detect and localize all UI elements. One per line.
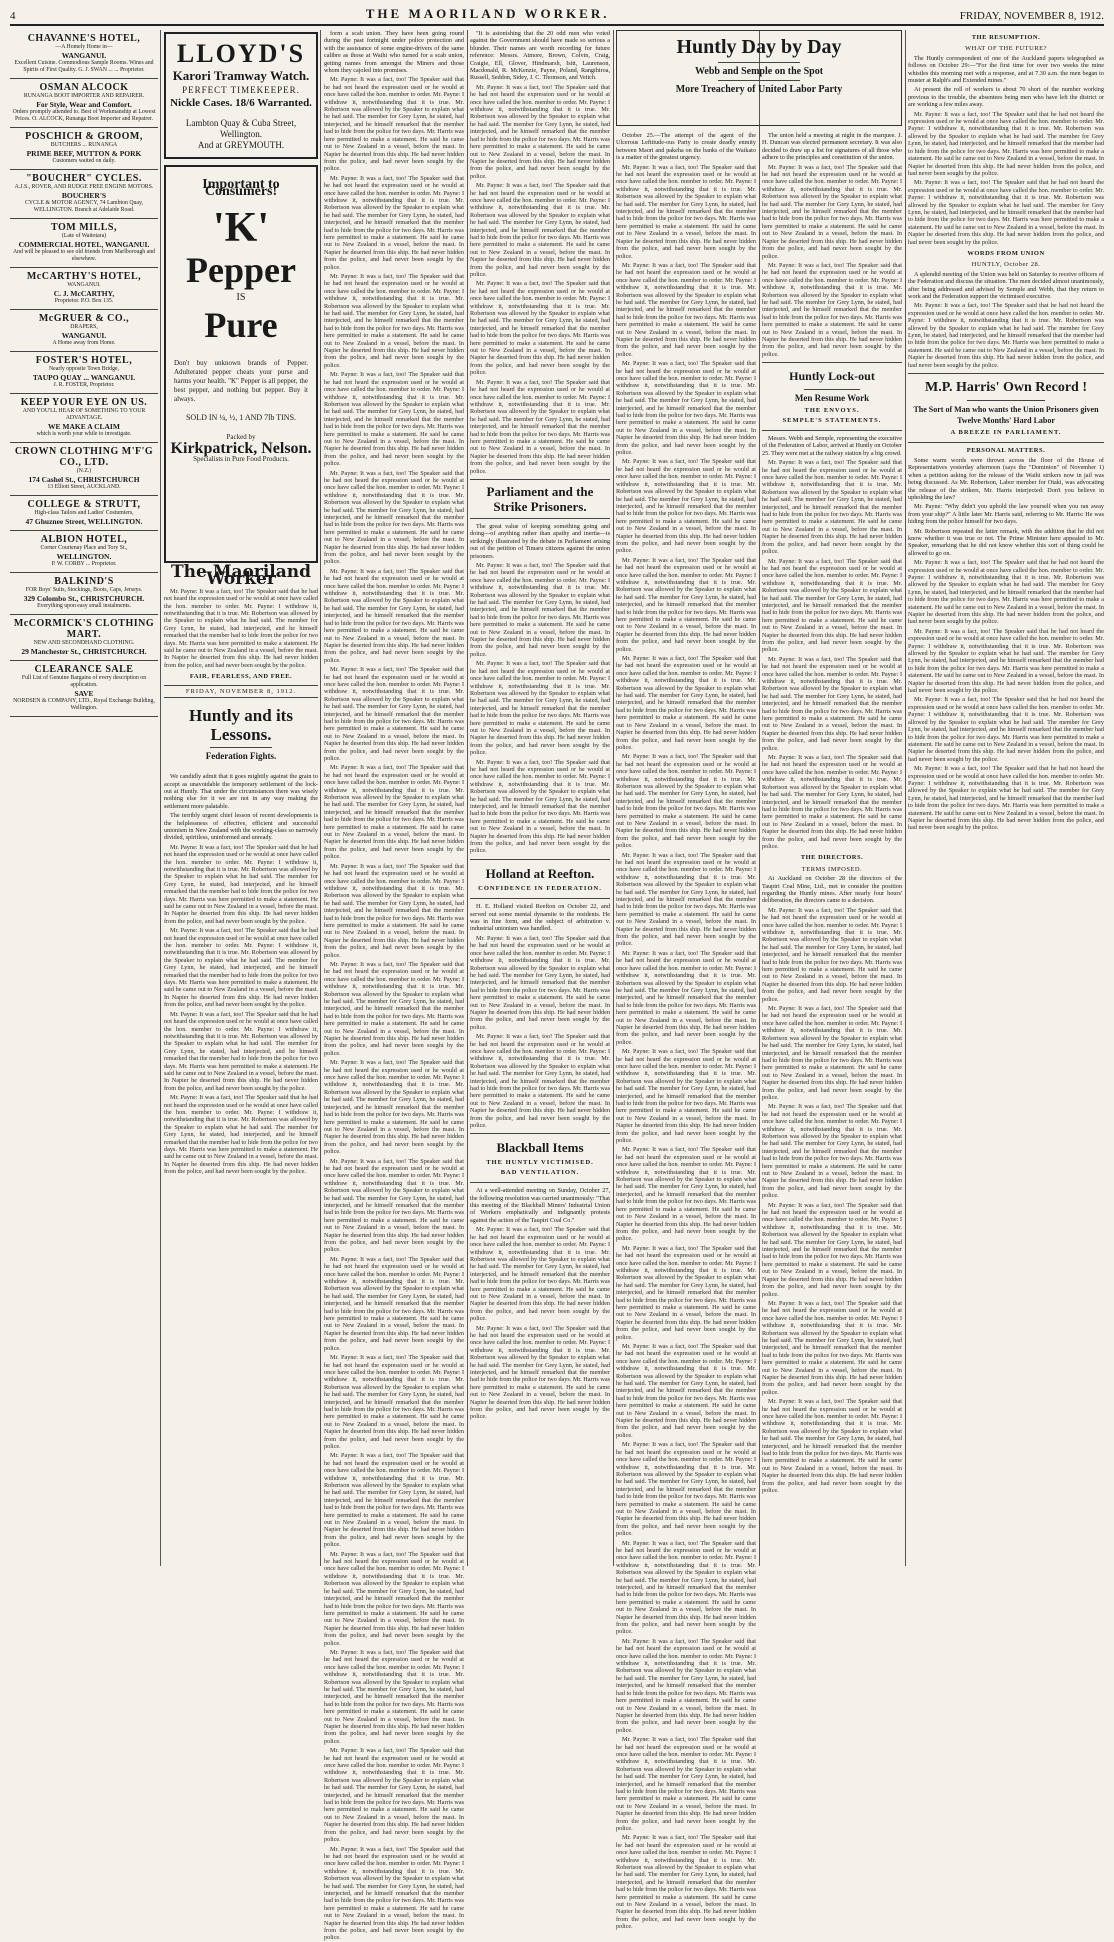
- ad-sm: High-class Tailors and Ladies' Costumiers,: [34, 510, 134, 516]
- column-rule: [759, 30, 760, 1566]
- article-paragraph: Mr. Payne: It was a fact, too! The Speaker said that he had not heard the expression used or he would at once have called the hon. member to order. Mr. Payne: I withdraw it, notwithstanding that it is true. Mr. Robertson was allowed by the Speaker to explain what he had said. The member for Grey Lynn, he stated, had interjected, and he himself remarked that the member had to hide from the police for two days. Mr. Harris was here permitted to make a statement. He said he came out to New Zealand in a vessel, before the mast. In Napier he deserted from this ship. He had never hidden from the police, and had never been sought by the police.: [324, 1550, 464, 1647]
- editorial-paragraph: Mr. Payne: It was a fact, too! The Speaker said that he had not heard the expression used or he would at once have called the hon. member to order. Mr. Payne: I withdraw it, notwithstanding that it is true. Mr. Robertson was allowed by the Speaker to explain what he had said. The member for Grey Lynn, he stated, had interjected, and he himself remarked that the member had to hide from the police for two days. Mr. Harris was here permitted to make a statement. He said he came out to New Zealand in a vessel, before the mast. In Napier he deserted from this ship. He had never hidden from the police, and had never been sought by the police.: [164, 1094, 318, 1176]
- column-rule: [160, 30, 161, 1566]
- classified-ad: [10, 30, 158, 79]
- directors-paragraph: Mr. Payne: It was a fact, too! The Speaker said that he had not heard the expression used or he would at once have called the hon. member to order. Mr. Payne: I withdraw it, notwithstanding that it is true. Mr. Robertson was allowed by the Speaker to explain what he had said. The member for Grey Lynn, he stated, had interjected, and he himself remarked that the member had to hide from the police for two days. Mr. Harris was here permitted to make a statement. He said he came out to New Zealand in a vessel, before the mast. In Napier he deserted from this ship. He had never hidden from the police, and had never been sought by the police.: [762, 1398, 902, 1495]
- huntly-lessons-headline: Huntly and its Lessons.: [189, 706, 293, 745]
- lloyds-line4: Lambton Quay & Cuba Street, Wellington.: [185, 118, 297, 139]
- ad-med: PRIME BEEF, MUTTON & PORK: [26, 149, 142, 158]
- article-paragraph: Mr. Payne: It was a fact, too! The Speaker said that he had not heard the expression used or he would at once have called the hon. member to order. Mr. Payne: I withdraw it, notwithstanding that it is true. Mr. Robertson was allowed by the Speaker to explain what he had said. The member for Grey Lynn, he stated, had interjected, and he himself remarked that the member had to hide from the police for two days. Mr. Harris was here permitted to make a statement. He said he came out to New Zealand in a vessel, before the mast. In Napier he deserted from this ship. He had never hidden from the police, and had never been sought by the police.: [324, 1747, 464, 1844]
- ad-body: Customers waited on daily.: [52, 158, 116, 164]
- ad-big: OSMAN ALCOCK: [39, 82, 129, 93]
- personal-paragraph: Mr. Payne: "Why didn't you uphold the law yourself when you ran away from your ship?" A little later Mr. Harris said, referring to Mr. Harris: He was hiding from the police himself for two days.: [908, 503, 1104, 526]
- federation-fights-subhead: Federation Fights.: [205, 751, 277, 762]
- article-paragraph: form a scab union. They have been going round during the past fortnight under police protection and with the assistance of some engine-drivers of the same calibre as those at Waihi who turned for a scab union, getting names from amongst the Miners and those whom they cajoled into promises.: [324, 30, 464, 75]
- blackball-paragraph: At a well-attended meeting on Sunday, October 27, the following resolution was carried unanimously: "That this meeting of the Blackball Miners' Industrial Union of Workers emphatically and indignantly protests against the action of the Taupiri Coal Co.": [470, 1187, 610, 1224]
- article-paragraph: Mr. Payne: It was a fact, too! The Speaker said that he had not heard the expression used or he would at once have called the hon. member to order. Mr. Payne: I withdraw it, notwithstanding that it is true. Mr. Robertson was allowed by the Speaker to explain what he had said. The member for Grey Lynn, he stated, had interjected, and he himself remarked that the member had to hide from the police for two days. Mr. Harris was here permitted to make a statement. He said he came out to New Zealand in a vessel, before the mast. In Napier he deserted from this ship. He had never hidden from the police, and had never been sought by the police.: [324, 862, 464, 959]
- ad-body: Proprietor. P.O. Box 135.: [54, 298, 114, 304]
- article-paragraph: Mr. Payne: It was a fact, too! The Speaker said that he had not heard the expression used or he would at once have called the hon. member to order. Mr. Payne: I withdraw it, notwithstanding that it is true. Mr. Robertson was allowed by the Speaker to explain what he had said. The member for Grey Lynn, he stated, had interjected, and he himself remarked that the member had to hide from the police for two days. Mr. Harris was here permitted to make a statement. He said he came out to New Zealand in a vessel, before the mast. In Napier he deserted from this ship. He had never hidden from the police, and had never been sought by the police.: [324, 273, 464, 369]
- ad-sm: NEW AND SECONDHAND CLOTHING.: [33, 640, 135, 646]
- personal-paragraph: Mr. Robertson repeated the latter remark, with the addition that he did not know whether it was true or not. The Prime Minister here appealed to Mr. Speaker, remarking that he did not know whether this sort of thing could be allowed to go on.: [908, 527, 1104, 557]
- editorial-date: FRIDAY, NOVEMBER 8, 1912.: [164, 685, 318, 698]
- day-by-day-headline: Huntly Day by Day: [676, 36, 842, 58]
- editorial-paragraph: Mr. Payne: It was a fact, too! The Speaker said that he had not heard the expression used or he would at once have called the hon. member to order. Mr. Payne: I withdraw it, notwithstanding that it is true. Mr. Robertson was allowed by the Speaker to explain what he had said. The member for Grey Lynn, he stated, had interjected, and he himself remarked that the member had to hide from the police for two days. Mr. Harris was here permitted to make a statement. He said he came out to New Zealand in a vessel, before the mast. In Napier he deserted from this ship. He had never hidden from the police, and had never been sought by the police.: [164, 1010, 318, 1092]
- lloyds-watch-ad: [164, 32, 318, 159]
- classified-ad: [10, 573, 158, 615]
- day-by-day-paragraph: Mr. Payne: It was a fact, too! The Speaker said that he had not heard the expression used or he would at once have called the hon. member to order. Mr. Payne: I withdraw it, notwithstanding that it is true. Mr. Robertson was allowed by the Speaker to explain what he had said. The member for Grey Lynn, he stated, had interjected, and he himself remarked that the member had to hide from the police for two days. Mr. Harris was here permitted to make a statement. He said he came out to New Zealand in a vessel, before the mast. In Napier he deserted from this ship. He had never hidden from the police, and had never been sought by the police.: [762, 163, 902, 260]
- pepper-firm: Kirkpatrick, Nelson.: [170, 440, 312, 458]
- parliament-paragraph: Mr. Payne: It was a fact, too! The Speaker said that he had not heard the expression used or he would at once have called the hon. member to order. Mr. Payne: I withdraw it, notwithstanding that it is true. Mr. Robertson was allowed by the Speaker to explain what he had said. The member for Grey Lynn, he stated, had interjected, and he himself remarked that the member had to hide from the police for two days. Mr. Harris was here permitted to make a statement. He said he came out to New Zealand in a vessel, before the mast. In Napier he deserted from this ship. He had never hidden from the police, and had never been sought by the police.: [470, 562, 610, 658]
- day-by-day-paragraph: Mr. Payne: It was a fact, too! The Speaker said that he had not heard the expression used or he would at once have called the hon. member to order. Mr. Payne: I withdraw it, notwithstanding that it is true. Mr. Robertson was allowed by the Speaker to explain what he had said. The member for Grey Lynn, he stated, had interjected, and he himself remarked that the member had to hide from the police for two days. Mr. Harris was here permitted to make a statement. He said he came out to New Zealand in a vessel, before the mast. In Napier he deserted from this ship. He had never hidden from the police, and had never been sought by the police.: [616, 1441, 756, 1538]
- huntly-oct-dateline: HUNTLY, October 28.: [971, 261, 1041, 269]
- classified-ad: [10, 661, 158, 717]
- day-by-day-paragraph: Mr. Payne: It was a fact, too! The Speaker said that he had not heard the expression used or he would at once have called the hon. member to order. Mr. Payne: I withdraw it, notwithstanding that it is true. Mr. Robertson was allowed by the Speaker to explain what he had said. The member for Grey Lynn, he stated, had interjected, and he himself remarked that the member had to hide from the police for two days. Mr. Harris was here permitted to make a statement. He said he came out to New Zealand in a vessel, before the mast. In Napier he deserted from this ship. He had never hidden from the police, and had never been sought by the police.: [616, 1244, 756, 1341]
- lloyds-name: LLOYD'S: [176, 39, 306, 68]
- ad-med: WANGANUI.: [61, 51, 107, 60]
- ad-big: COLLEGE & STRUTT,: [27, 499, 141, 510]
- ad-body: A Home away from Home.: [52, 340, 116, 346]
- classified-ad: [10, 496, 158, 531]
- ad-body: P. W. CORBY ... Proprietor.: [51, 561, 117, 567]
- ad-med: C. J. McCARTHY,: [53, 289, 115, 298]
- article-paragraph: Mr. Payne: It was a fact, too! The Speaker said that he had not heard the expression used or he would at once have called the hon. member to order. Mr. Payne: I withdraw it, notwithstanding that it is true. Mr. Robertson was allowed by the Speaker to explain what he had said. The member for Grey Lynn, he stated, had interjected, and he himself remarked that the member had to hide from the police for two days. Mr. Harris was here permitted to make a statement. He said he came out to New Zealand in a vessel, before the mast. In Napier he deserted from this ship. He had never hidden from the police, and had never been sought by the police.: [324, 76, 464, 173]
- lloyds-line5: And at GREYMOUTH.: [197, 140, 285, 150]
- holland-paragraph: H. E. Holland visited Reefton on October 22, and served out some mental dynamite to the residents. He was in fine form, and the subject of arbitration v. industrial unionism was handled.: [470, 903, 610, 933]
- editorial-paragraph: We candidly admit that it goes mightily against the grain to accept as unavoidable the temporary settlement of the lock-out at Huntly. That under the circumstances there was wisely nothing else for it we are not in any way making the settlement more palatable.: [164, 773, 318, 810]
- ad-big: KEEP YOUR EYE ON US.: [20, 397, 148, 408]
- article-paragraph: Mr. Payne: It was a fact, too! The Speaker said that he had not heard the expression used or he would at once have called the hon. member to order. Mr. Payne: I withdraw it, notwithstanding that it is true. Mr. Robertson was allowed by the Speaker to explain what he had said. The member for Grey Lynn, he stated, had interjected, and he himself remarked that the member had to hide from the police for two days. Mr. Harris was here permitted to make a statement. He said he came out to New Zealand in a vessel, before the mast. In Napier he deserted from this ship. He had never hidden from the police, and had never been sought by the police.: [324, 174, 464, 271]
- day-by-day-paragraph: October 25.—The attempt of the agent of the Ulcerous Leftitude-ous Party to create deadly enmity between Maori and pakeha on the banks of the Waikato is a matter of the greatest urgency.: [616, 132, 756, 162]
- column-rule: [905, 30, 906, 1566]
- ad-med: 329 Colombo St., CHRISTCHURCH.: [23, 594, 145, 603]
- ad-big: McCORMICK'S CLOTHING MART.: [13, 618, 155, 640]
- pepper-heading: Important to Consumers!: [202, 177, 280, 200]
- resumption-paragraph: At present the roll of workers is about 70 short of the number working previous to the trouble, the absentees being men who have left the district or are working a few miles away.: [908, 86, 1104, 109]
- classified-ad: [10, 615, 158, 661]
- lockout-paragraph: Mr. Payne: It was a fact, too! The Speaker said that he had not heard the expression used or he would at once have called the hon. member to order. Mr. Payne: I withdraw it, notwithstanding that it is true. Mr. Robertson was allowed by the Speaker to explain what he had said. The member for Grey Lynn, he stated, had interjected, and he himself remarked that the member had to hide from the police for two days. Mr. Harris was here permitted to make a statement. He said he came out to New Zealand in a vessel, before the mast. In Napier he deserted from this ship. He had never hidden from the police, and had never been sought by the police.: [762, 557, 902, 654]
- day-by-day-paragraph: Mr. Payne: It was a fact, too! The Speaker said that he had not heard the expression used or he would at once have called the hon. member to order. Mr. Payne: I withdraw it, notwithstanding that it is true. Mr. Robertson was allowed by the Speaker to explain what he had said. The member for Grey Lynn, he stated, had interjected, and he himself remarked that the member had to hide from the police for two days. Mr. Harris was here permitted to make a statement. He said he came out to New Zealand in a vessel, before the mast. In Napier he deserted from this ship. He had never hidden from the police, and had never been sought by the police.: [616, 753, 756, 850]
- lockout-headline-box: [762, 362, 902, 431]
- ad-sm: (Late of Waitotara): [61, 233, 107, 239]
- lockout-paragraph: Messrs. Webb and Semple, representing the executive of the Federation of Labor, arrived at Huntly on October 25. They were met at the railway station by a big crowd.: [762, 435, 902, 457]
- day-by-day-paragraph: Mr. Payne: It was a fact, too! The Speaker said that he had not heard the expression used or he would at once have called the hon. member to order. Mr. Payne: I withdraw it, notwithstanding that it is true. Mr. Robertson was allowed by the Speaker to explain what he had said. The member for Grey Lynn, he stated, had interjected, and he himself remarked that the member had to hide from the police for two days. Mr. Harris was here permitted to make a statement. He said he came out to New Zealand in a vessel, before the mast. In Napier he deserted from this ship. He had never hidden from the police, and had never been sought by the police.: [616, 1637, 756, 1734]
- blackball-headline: Blackball Items: [496, 1140, 584, 1156]
- ad-med: 174 Cashel St., CHRISTCHURCH: [28, 475, 140, 484]
- article-paragraph: Mr. Payne: It was a fact, too! The Speaker said that he had not heard the expression used or he would at once have called the hon. member to order. Mr. Payne: I withdraw it, notwithstanding that it is true. Mr. Robertson was allowed by the Speaker to explain what he had said. The member for Grey Lynn, he stated, had interjected, and he himself remarked that the member had to hide from the police for two days. Mr. Harris was here permitted to make a statement. He said he came out to New Zealand in a vessel, before the mast. In Napier he deserted from this ship. He had never hidden from the police, and had never been sought by the police.: [324, 1648, 464, 1745]
- day-by-day-paragraph: Mr. Payne: It was a fact, too! The Speaker said that he had not heard the expression used or he would at once have called the hon. member to order. Mr. Payne: I withdraw it, notwithstanding that it is true. Mr. Robertson was allowed by the Speaker to explain what he had said. The member for Grey Lynn, he stated, had interjected, and he himself remarked that the member had to hide from the police for two days. Mr. Harris was here permitted to make a statement. He said he came out to New Zealand in a vessel, before the mast. In Napier he deserted from this ship. He had never hidden from the police, and had never been sought by the police.: [616, 1343, 756, 1439]
- ad-med: COMMERCIAL HOTEL, WANGANUI.: [18, 240, 150, 249]
- ad-body: Everything upon easy small instalments.: [37, 603, 131, 609]
- classified-ad: [10, 310, 158, 352]
- paper-motto: FAIR, FEARLESS, AND FREE.: [189, 673, 293, 681]
- resumption-paragraph: Mr. Payne: It was a fact, too! The Speaker said that he had not heard the expression used or he would at once have called the hon. member to order. Mr. Payne: I withdraw it, notwithstanding that it is true. Mr. Robertson was allowed by the Speaker to explain what he had said. The member for Grey Lynn, he stated, had interjected, and he himself remarked that the member had to hide from the police for two days. Mr. Harris was here permitted to make a statement. He said he came out to New Zealand in a vessel, before the mast. In Napier he deserted from this ship. He had never hidden from the police, and had never been sought by the police.: [908, 179, 1104, 246]
- pepper-packed: Packed by: [226, 432, 256, 441]
- envoys-subhead: THE ENVOYS.: [804, 407, 860, 415]
- ad-body: And will be pleased to see old friends from Marlborough and elsewhere.: [13, 249, 155, 262]
- day-by-day-paragraph: Mr. Payne: It was a fact, too! The Speaker said that he had not heard the expression used or he would at once have called the hon. member to order. Mr. Payne: I withdraw it, notwithstanding that it is true. Mr. Robertson was allowed by the Speaker to explain what he had said. The member for Grey Lynn, he stated, had interjected, and he himself remarked that the member had to hide from the police for two days. Mr. Harris was here permitted to make a statement. He said he came out to New Zealand in a vessel, before the mast. In Napier he deserted from this ship. He had never hidden from the police, and had never been sought by the police.: [616, 851, 756, 948]
- ad-big: TOM MILLS,: [51, 222, 117, 233]
- lloyds-line3: Nickle Cases. 18/6 Warranted.: [170, 97, 312, 109]
- ad-body: 13 Elliott Street, AUCKLAND.: [47, 484, 121, 490]
- ad-med: 47 Ghuznee Street, WELLINGTON.: [25, 517, 143, 526]
- men-resume-subhead: Men Resume Work: [794, 393, 870, 404]
- personal-paragraph: Mr. Payne: It was a fact, too! The Speaker said that he had not heard the expression used or he would at once have called the hon. member to order. Mr. Payne: I withdraw it, notwithstanding that it is true. Mr. Robertson was allowed by the Speaker to explain what he had said. The member for Grey Lynn, he stated, had interjected, and he himself remarked that the member had to hide from the police for two days. Mr. Harris was here permitted to make a statement. He said he came out to New Zealand in a vessel, before the mast. In Napier he deserted from this ship. He had never hidden from the police, and had never been sought by the police.: [908, 559, 1104, 626]
- parliament-headline-box: [470, 479, 610, 519]
- classified-ad: [10, 79, 158, 128]
- article-paragraph: Mr. Payne: It was a fact, too! The Speaker said that he had not heard the expression used or he would at once have called the hon. member to order. Mr. Payne: I withdraw it, notwithstanding that it is true. Mr. Robertson was allowed by the Speaker to explain what he had said. The member for Grey Lynn, he stated, had interjected, and he himself remarked that the member had to hide from the police for two days. Mr. Harris was here permitted to make a statement. He said he came out to New Zealand in a vessel, before the mast. In Napier he deserted from this ship. He had never hidden from the police, and had never been sought by the police.: [470, 378, 610, 475]
- lockout-headline: Huntly Lock-out: [789, 369, 875, 384]
- ad-sm: Nearly opposite Town Bridge,: [48, 366, 119, 372]
- column-2: [164, 30, 318, 1566]
- treachery-subhead: More Treachery of United Labor Party: [675, 84, 843, 95]
- blackball-paragraph: Mr. Payne: It was a fact, too! The Speaker said that he had not heard the expression used or he would at once have called the hon. member to order. Mr. Payne: I withdraw it, notwithstanding that it is true. Mr. Robertson was allowed by the Speaker to explain what he had said. The member for Grey Lynn, he stated, had interjected, and he himself remarked that the member had to hide from the police for two days. Mr. Harris was here permitted to make a statement. He said he came out to New Zealand in a vessel, before the mast. In Napier he deserted from this ship. He had never hidden from the police, and had never been sought by the police.: [470, 1226, 610, 1323]
- breeze-subhead: A BREEZE IN PARLIAMENT.: [950, 429, 1062, 437]
- article-paragraph: Mr. Payne: It was a fact, too! The Speaker said that he had not heard the expression used or he would at once have called the hon. member to order. Mr. Payne: I withdraw it, notwithstanding that it is true. Mr. Robertson was allowed by the Speaker to explain what he had said. The member for Grey Lynn, he stated, had interjected, and he himself remarked that the member had to hide from the police for two days. Mr. Harris was here permitted to make a statement. He said he came out to New Zealand in a vessel, before the mast. In Napier he deserted from this ship. He had never hidden from the police, and had never been sought by the police.: [324, 1452, 464, 1549]
- article-paragraph: Mr. Payne: It was a fact, too! The Speaker said that he had not heard the expression used or he would at once have called the hon. member to order. Mr. Payne: I withdraw it, notwithstanding that it is true. Mr. Robertson was allowed by the Speaker to explain what he had said. The member for Grey Lynn, he stated, had interjected, and he himself remarked that the member had to hide from the police for two days. Mr. Harris was here permitted to make a statement. He said he came out to New Zealand in a vessel, before the mast. In Napier he deserted from this ship. He had never hidden from the police, and had never been sought by the police.: [470, 182, 610, 278]
- day-by-day-paragraph: Mr. Payne: It was a fact, too! The Speaker said that he had not heard the expression used or he would at once have called the hon. member to order. Mr. Payne: I withdraw it, notwithstanding that it is true. Mr. Robertson was allowed by the Speaker to explain what he had said. The member for Grey Lynn, he stated, had interjected, and he himself remarked that the member had to hide from the police for two days. Mr. Harris was here permitted to make a statement. He said he came out to New Zealand in a vessel, before the mast. In Napier he deserted from this ship. He had never hidden from the police, and had never been sought by the police.: [616, 1539, 756, 1636]
- pepper-k: 'K': [212, 204, 269, 251]
- personal-paragraph: Mr. Payne: It was a fact, too! The Speaker said that he had not heard the expression used or he would at once have called the hon. member to order. Mr. Payne: I withdraw it, notwithstanding that it is true. Mr. Robertson was allowed by the Speaker to explain what he had said. The member for Grey Lynn, he stated, had interjected, and he himself remarked that the member had to hide from the police for two days. Mr. Harris was here permitted to make a statement. He said he came out to New Zealand in a vessel, before the mast. In Napier he deserted from this ship. He had never hidden from the police, and had never been sought by the police.: [908, 627, 1104, 695]
- article-paragraph: Mr. Payne: It was a fact, too! The Speaker said that he had not heard the expression used or he would at once have called the hon. member to order. Mr. Payne: I withdraw it, notwithstanding that it is true. Mr. Robertson was allowed by the Speaker to explain what he had said. The member for Grey Lynn, he stated, had interjected, and he himself remarked that the member had to hide from the police for two days. Mr. Harris was here permitted to make a statement. He said he came out to New Zealand in a vessel, before the mast. In Napier he deserted from this ship. He had never hidden from the police, and had never been sought by the police.: [324, 960, 464, 1057]
- ad-sm: Full List of Genuine Bargains of every description on application.: [21, 675, 147, 688]
- ad-sm: AND YOU'LL HEAR OF SOMETHING TO YOUR ADVANTAGE.: [22, 408, 146, 421]
- ad-body: Orders promptly attended to. Best of Workmanship at Lowest Prices. O. ALCOCK, Runanga Boot Importer and Repairer.: [12, 109, 156, 122]
- ad-med: TAUPO QUAY ... WANGANUI.: [32, 373, 136, 382]
- article-paragraph: "It is astonishing that the 20 odd men who voted against the Government should have made so serious a blunder. Their names are worth recording for future reference: Messrs. Atmore, Brown, Colvin, Craig, Craigie, Ell, Glover, Hindmarsh, Isitt, Laurenson, Macdonald, R. McKenzie, Payne, Poland, Rangihiroa, Russell, Seddon, Sidey, J. C. Thomson, and Veitch.: [470, 30, 610, 82]
- classified-ad: [10, 219, 158, 268]
- day-by-day-paragraph: Mr. Payne: It was a fact, too! The Speaker said that he had not heard the expression used or he would at once have called the hon. member to order. Mr. Payne: I withdraw it, notwithstanding that it is true. Mr. Robertson was allowed by the Speaker to explain what he had said. The member for Grey Lynn, he stated, had interjected, and he himself remarked that the member had to hide from the police for two days. Mr. Harris was here permitted to make a statement. He said he came out to New Zealand in a vessel, before the mast. In Napier he deserted from this ship. He had never hidden from the police, and had never been sought by the police.: [616, 1146, 756, 1243]
- union-paragraph: Mr. Payne: It was a fact, too! The Speaker said that he had not heard the expression used or he would at once have called the hon. member to order. Mr. Payne: I withdraw it, notwithstanding that it is true. Mr. Robertson was allowed by the Speaker to explain what he had said. The member for Grey Lynn, he stated, had interjected, and he himself remarked that the member had to hide from the police for two days. Mr. Harris was here permitted to make a statement. He said he came out to New Zealand in a vessel, before the mast. In Napier he deserted from this ship. He had never hidden from the police, and had never been sought by the police.: [908, 302, 1104, 369]
- ad-sm: BUTCHERS ... RUNANGA: [50, 142, 118, 148]
- ad-sm: DRAPERS,: [70, 324, 98, 330]
- directors-paragraph: Mr. Payne: It was a fact, too! The Speaker said that he had not heard the expression used or he would at once have called the hon. member to order. Mr. Payne: I withdraw it, notwithstanding that it is true. Mr. Robertson was allowed by the Speaker to explain what he had said. The member for Grey Lynn, he stated, had interjected, and he himself remarked that the member had to hide from the police for two days. Mr. Harris was here permitted to make a statement. He said he came out to New Zealand in a vessel, before the mast. In Napier he deserted from this ship. He had never hidden from the police, and had never been sought by the police.: [762, 1103, 902, 1200]
- holland-paragraph: Mr. Payne: It was a fact, too! The Speaker said that he had not heard the expression used or he would at once have called the hon. member to order. Mr. Payne: I withdraw it, notwithstanding that it is true. Mr. Robertson was allowed by the Speaker to explain what he had said. The member for Grey Lynn, he stated, had interjected, and he himself remarked that the member had to hide from the police for two days. Mr. Harris was here permitted to make a statement. He said he came out to New Zealand in a vessel, before the mast. In Napier he deserted from this ship. He had never hidden from the police, and had never been sought by the police.: [470, 934, 610, 1031]
- semple-statements-subhead: SEMPLE'S STATEMENTS.: [782, 416, 882, 424]
- blackball-subhead2: BAD VENTILATION.: [500, 1168, 580, 1176]
- day-by-day-paragraph: Mr. Payne: It was a fact, too! The Speaker said that he had not heard the expression used or he would at once have called the hon. member to order. Mr. Payne: I withdraw it, notwithstanding that it is true. Mr. Robertson was allowed by the Speaker to explain what he had said. The member for Grey Lynn, he stated, had interjected, and he himself remarked that the member had to hide from the police for two days. Mr. Harris was here permitted to make a statement. He said he came out to New Zealand in a vessel, before the mast. In Napier he deserted from this ship. He had never hidden from the police, and had never been sought by the police.: [616, 360, 756, 457]
- pepper-word: Pepper: [186, 249, 296, 290]
- day-by-day-paragraph: Mr. Payne: It was a fact, too! The Speaker said that he had not heard the expression used or he would at once have called the hon. member to order. Mr. Payne: I withdraw it, notwithstanding that it is true. Mr. Robertson was allowed by the Speaker to explain what he had said. The member for Grey Lynn, he stated, had interjected, and he himself remarked that the member had to hide from the police for two days. Mr. Harris was here permitted to make a statement. He said he came out to New Zealand in a vessel, before the mast. In Napier he deserted from this ship. He had never hidden from the police, and had never been sought by the police.: [616, 163, 756, 260]
- ad-big: FOSTER'S HOTEL,: [35, 355, 133, 366]
- directors-paragraph: At Auckland on October 28 the directors of the Taupiri Coal Mine, Ltd., met to consider the position regarding the Huntly mines. After nearly four hours' deliberation, the directors came to a decision.: [762, 875, 902, 905]
- personal-subhead: PERSONAL MATTERS.: [966, 447, 1046, 455]
- issue-date: FRIDAY, NOVEMBER 8, 1912.: [959, 10, 1104, 22]
- ad-body: J. R. FOSTER, Proprietor.: [53, 382, 115, 388]
- directors-paragraph: Mr. Payne: It was a fact, too! The Speaker said that he had not heard the expression used or he would at once have called the hon. member to order. Mr. Payne: I withdraw it, notwithstanding that it is true. Mr. Robertson was allowed by the Speaker to explain what he had said. The member for Grey Lynn, he stated, had interjected, and he himself remarked that the member had to hide from the police for two days. Mr. Harris was here permitted to make a statement. He said he came out to New Zealand in a vessel, before the mast. In Napier he deserted from this ship. He had never hidden from the police, and had never been sought by the police.: [762, 906, 902, 1003]
- ad-big: CROWN CLOTHING M'F'G CO., LTD.: [14, 446, 154, 468]
- day-by-day-banner: [616, 30, 902, 126]
- classified-ad: [10, 531, 158, 573]
- editorial-paragraph: Mr. Payne: It was a fact, too! The Speaker said that he had not heard the expression used or he would at once have called the hon. member to order. Mr. Payne: I withdraw it, notwithstanding that it is true. Mr. Robertson was allowed by the Speaker to explain what he had said. The member for Grey Lynn, he stated, had interjected, and he himself remarked that the member had to hide from the police for two days. Mr. Harris was here permitted to make a statement. He said he came out to New Zealand in a vessel, before the mast. In Napier he deserted from this ship. He had never hidden from the police, and had never been sought by the police.: [164, 927, 318, 1009]
- column-7: [908, 30, 1104, 1566]
- parliament-paragraph: Mr. Payne: It was a fact, too! The Speaker said that he had not heard the expression used or he would at once have called the hon. member to order. Mr. Payne: I withdraw it, notwithstanding that it is true. Mr. Robertson was allowed by the Speaker to explain what he had said. The member for Grey Lynn, he stated, had interjected, and he himself remarked that the member had to hide from the police for two days. Mr. Harris was here permitted to make a statement. He said he came out to New Zealand in a vessel, before the mast. In Napier he deserted from this ship. He had never hidden from the police, and had never been sought by the police.: [470, 758, 610, 855]
- holland-headline-box: [470, 859, 610, 899]
- ad-sm: —A Homely Home in—: [55, 44, 113, 50]
- ad-sm: FOR Boys' Suits, Stockings, Boots, Caps, Jerseys.: [25, 587, 143, 593]
- personal-paragraph: Some warm words were thrown across the floor of the House of Representatives yesterday afternoon (says the "Dominion" of November 1) when a petition asking for the release of the Waihi strikers now in jail was being discussed. As Mr. Robertson, Labor member for Otaki, was advocating the release of the strikers, Mr. Harris interjected: Don't you believe in upholding the law?: [908, 456, 1104, 501]
- personal-paragraph: Mr. Payne: It was a fact, too! The Speaker said that he had not heard the expression used or he would at once have called the hon. member to order. Mr. Payne: I withdraw it, notwithstanding that it is true. Mr. Robertson was allowed by the Speaker to explain what he had said. The member for Grey Lynn, he stated, had interjected, and he himself remarked that the member had to hide from the police for two days. Mr. Harris was here permitted to make a statement. He said he came out to New Zealand in a vessel, before the mast. In Napier he deserted from this ship. He had never hidden from the police, and had never been sought by the police.: [908, 765, 1104, 832]
- union-paragraph: A splendid meeting of the Union was held on Saturday to receive officers of the Federation and discuss the situation. The men decided almost unanimously, after being addressed and advised by Semple and Webb, that they return to work and the Federation support the victimised executive.: [908, 270, 1104, 300]
- maoriland-worker-title: The Maoriland Worker: [170, 562, 312, 590]
- ad-body: NORDSEN & COMPANY, LTD., Royal Exchange Building, Wellington.: [13, 698, 155, 711]
- directors-paragraph: Mr. Payne: It was a fact, too! The Speaker said that he had not heard the expression used or he would at once have called the hon. member to order. Mr. Payne: I withdraw it, notwithstanding that it is true. Mr. Robertson was allowed by the Speaker to explain what he had said. The member for Grey Lynn, he stated, had interjected, and he himself remarked that the member had to hide from the police for two days. Mr. Harris was here permitted to make a statement. He said he came out to New Zealand in a vessel, before the mast. In Napier he deserted from this ship. He had never hidden from the police, and had never been sought by the police.: [762, 1201, 902, 1298]
- column-rule: [320, 30, 321, 1566]
- resumption-paragraph: The Huntly correspondent of one of the Auckland papers telegraphed as follows on October 29:—"For the first time for over two weeks the mine whistles this morning met with a response, and at 7.30 a.m. the men began to muster at Ralph's and Extended mines.": [908, 54, 1104, 85]
- masthead: [10, 4, 1104, 26]
- column-6: [762, 132, 902, 1566]
- day-by-day-paragraph: Mr. Payne: It was a fact, too! The Speaker said that he had not heard the expression used or he would at once have called the hon. member to order. Mr. Payne: I withdraw it, notwithstanding that it is true. Mr. Robertson was allowed by the Speaker to explain what he had said. The member for Grey Lynn, he stated, had interjected, and he himself remarked that the member had to hide from the police for two days. Mr. Harris was here permitted to make a statement. He said he came out to New Zealand in a vessel, before the mast. In Napier he deserted from this ship. He had never hidden from the police, and had never been sought by the police.: [616, 655, 756, 751]
- k-pepper-ad: [164, 165, 318, 563]
- ad-med: WELLINGTON.: [56, 552, 112, 561]
- ad-med: WE MAKE A CLAIM: [48, 422, 120, 431]
- webb-semple-subhead: Webb and Semple on the Spot: [694, 66, 824, 77]
- ad-sm: Corner Courtenay Place and Tory St.,: [40, 545, 128, 551]
- article-paragraph: Mr. Payne: It was a fact, too! The Speaker said that he had not heard the expression used or he would at once have called the hon. member to order. Mr. Payne: I withdraw it, notwithstanding that it is true. Mr. Robertson was allowed by the Speaker to explain what he had said. The member for Grey Lynn, he stated, had interjected, and he himself remarked that the member had to hide from the police for two days. Mr. Harris was here permitted to make a statement. He said he came out to New Zealand in a vessel, before the mast. In Napier he deserted from this ship. He had never hidden from the police, and had never been sought by the police.: [324, 1354, 464, 1450]
- ad-sm: WANGANUI.: [67, 282, 101, 288]
- ad-med: 29 Manchester St., CHRISTCHURCH.: [21, 647, 147, 656]
- future-subhead: WHAT OF THE FUTURE?: [964, 45, 1048, 53]
- day-by-day-paragraph: Mr. Payne: It was a fact, too! The Speaker said that he had not heard the expression used or he would at once have called the hon. member to order. Mr. Payne: I withdraw it, notwithstanding that it is true. Mr. Robertson was allowed by the Speaker to explain what he had said. The member for Grey Lynn, he stated, had interjected, and he himself remarked that the member had to hide from the police for two days. Mr. Harris was here permitted to make a statement. He said he came out to New Zealand in a vessel, before the mast. In Napier he deserted from this ship. He had never hidden from the police, and had never been sought by the police.: [616, 458, 756, 555]
- directors-paragraph: Mr. Payne: It was a fact, too! The Speaker said that he had not heard the expression used or he would at once have called the hon. member to order. Mr. Payne: I withdraw it, notwithstanding that it is true. Mr. Robertson was allowed by the Speaker to explain what he had said. The member for Grey Lynn, he stated, had interjected, and he himself remarked that the member had to hide from the police for two days. Mr. Harris was here permitted to make a statement. He said he came out to New Zealand in a vessel, before the mast. In Napier he deserted from this ship. He had never hidden from the police, and had never been sought by the police.: [762, 1005, 902, 1101]
- harris-subhead: The Sort of Man who wants the Union Prisoners given Twelve Months' Hard Labor: [913, 405, 1099, 426]
- parliament-headline: Parliament and the Strike Prisoners.: [486, 483, 594, 514]
- ad-med: WANGANUI.: [61, 331, 107, 340]
- classified-ad: [10, 352, 158, 394]
- ad-body: which is worth your while to investigate.: [36, 431, 132, 437]
- column-rule: [467, 30, 468, 1566]
- classified-ad: [10, 394, 158, 443]
- day-by-day-paragraph: Mr. Payne: It was a fact, too! The Speaker said that he had not heard the expression used or he would at once have called the hon. member to order. Mr. Payne: I withdraw it, notwithstanding that it is true. Mr. Robertson was allowed by the Speaker to explain what he had said. The member for Grey Lynn, he stated, had interjected, and he himself remarked that the member had to hide from the police for two days. Mr. Harris was here permitted to make a statement. He said he came out to New Zealand in a vessel, before the mast. In Napier he deserted from this ship. He had never hidden from the police, and had never been sought by the police.: [762, 261, 902, 358]
- publisher-notice: Mr. Payne: It was a fact, too! The Speaker said that he had not heard the expression used or he would at once have called the hon. member to order. Mr. Payne: I withdraw it, notwithstanding that it is true. Mr. Robertson was allowed by the Speaker to explain what he had said. The member for Grey Lynn, he stated, had interjected, and he himself remarked that the member had to hide from the police for two days. Mr. Harris was here permitted to make a statement. He said he came out to New Zealand in a vessel, before the mast. In Napier he deserted from this ship. He had never hidden from the police, and had never been sought by the police.: [164, 587, 318, 669]
- article-paragraph: Mr. Payne: It was a fact, too! The Speaker said that he had not heard the expression used or he would at once have called the hon. member to order. Mr. Payne: I withdraw it, notwithstanding that it is true. Mr. Robertson was allowed by the Speaker to explain what he had said. The member for Grey Lynn, he stated, had interjected, and he himself remarked that the member had to hide from the police for two days. Mr. Harris was here permitted to make a statement. He said he came out to New Zealand in a vessel, before the mast. In Napier he deserted from this ship. He had never hidden from the police, and had never been sought by the police.: [324, 1157, 464, 1254]
- column-rule: [613, 30, 614, 1566]
- column-3: [324, 30, 464, 1942]
- directors-paragraph: Mr. Payne: It was a fact, too! The Speaker said that he had not heard the expression used or he would at once have called the hon. member to order. Mr. Payne: I withdraw it, notwithstanding that it is true. Mr. Robertson was allowed by the Speaker to explain what he had said. The member for Grey Lynn, he stated, had interjected, and he himself remarked that the member had to hide from the police for two days. Mr. Harris was here permitted to make a statement. He said he came out to New Zealand in a vessel, before the mast. In Napier he deserted from this ship. He had never hidden from the police, and had never been sought by the police.: [762, 1299, 902, 1396]
- article-paragraph: Mr. Payne: It was a fact, too! The Speaker said that he had not heard the expression used or he would at once have called the hon. member to order. Mr. Payne: I withdraw it, notwithstanding that it is true. Mr. Robertson was allowed by the Speaker to explain what he had said. The member for Grey Lynn, he stated, had interjected, and he himself remarked that the member had to hide from the police for two days. Mr. Harris was here permitted to make a statement. He said he came out to New Zealand in a vessel, before the mast. In Napier he deserted from this ship. He had never hidden from the police, and had never been sought by the police.: [324, 567, 464, 664]
- ad-body: Excellent Cuisine. Commodious Sample Rooms. Wines and Spirits of First Quality. G. J. SWAN ... ... Proprietor.: [14, 60, 154, 73]
- ad-big: McCARTHY'S HOTEL,: [26, 271, 142, 282]
- pepper-pure: Pure: [204, 305, 278, 346]
- article-paragraph: Mr. Payne: It was a fact, too! The Speaker said that he had not heard the expression used or he would at once have called the hon. member to order. Mr. Payne: I withdraw it, notwithstanding that it is true. Mr. Robertson was allowed by the Speaker to explain what he had said. The member for Grey Lynn, he stated, had interjected, and he himself remarked that the member had to hide from the police for two days. Mr. Harris was here permitted to make a statement. He said he came out to New Zealand in a vessel, before the mast. In Napier he deserted from this ship. He had never hidden from the police, and had never been sought by the police.: [470, 83, 610, 180]
- ad-med: SAVE: [74, 689, 94, 698]
- ad-big: McGRUER & CO.,: [38, 313, 130, 324]
- day-by-day-paragraph: Mr. Payne: It was a fact, too! The Speaker said that he had not heard the expression used or he would at once have called the hon. member to order. Mr. Payne: I withdraw it, notwithstanding that it is true. Mr. Robertson was allowed by the Speaker to explain what he had said. The member for Grey Lynn, he stated, had interjected, and he himself remarked that the member had to hide from the police for two days. Mr. Harris was here permitted to make a statement. He said he came out to New Zealand in a vessel, before the mast. In Napier he deserted from this ship. He had never hidden from the police, and had never been sought by the police.: [616, 1736, 756, 1832]
- article-paragraph: Mr. Payne: It was a fact, too! The Speaker said that he had not heard the expression used or he would at once have called the hon. member to order. Mr. Payne: I withdraw it, notwithstanding that it is true. Mr. Robertson was allowed by the Speaker to explain what he had said. The member for Grey Lynn, he stated, had interjected, and he himself remarked that the member had to hide from the police for two days. Mr. Harris was here permitted to make a statement. He said he came out to New Zealand in a vessel, before the mast. In Napier he deserted from this ship. He had never hidden from the police, and had never been sought by the police.: [324, 764, 464, 861]
- resumption-paragraph: Mr. Payne: It was a fact, too! The Speaker said that he had not heard the expression used or he would at once have called the hon. member to order. Mr. Payne: I withdraw it, notwithstanding that it is true. Mr. Robertson was allowed by the Speaker to explain what he had said. The member for Grey Lynn, he stated, had interjected, and he himself remarked that the member had to hide from the police for two days. Mr. Harris was here permitted to make a statement. He said he came out to New Zealand in a vessel, before the mast. In Napier he deserted from this ship. He had never hidden from the police, and had never been sought by the police.: [908, 110, 1104, 177]
- classified-ad: [10, 170, 158, 219]
- day-by-day-paragraph: The union held a meeting at night in the marquee. J. H. Duncan was elected permanent secretary. It was also decided to draw up a list for signatures of all those who adhere to the principles and constitution of the union.: [762, 132, 902, 162]
- paper-title: THE MAORILAND WORKER.: [365, 6, 610, 21]
- ads-column: [10, 30, 158, 1566]
- words-union-subhead: WORDS FROM UNION: [967, 249, 1045, 257]
- ad-sm: RUNANGA BOOT IMPORTER AND REPAIRER.: [23, 93, 145, 99]
- huntly-lessons-headline-box: [164, 702, 318, 769]
- parliament-paragraph: Mr. Payne: It was a fact, too! The Speaker said that he had not heard the expression used or he would at once have called the hon. member to order. Mr. Payne: I withdraw it, notwithstanding that it is true. Mr. Robertson was allowed by the Speaker to explain what he had said. The member for Grey Lynn, he stated, had interjected, and he himself remarked that the member had to hide from the police for two days. Mr. Harris was here permitted to make a statement. He said he came out to New Zealand in a vessel, before the mast. In Napier he deserted from this ship. He had never hidden from the police, and had never been sought by the police.: [470, 660, 610, 757]
- ad-big: CLEARANCE SALE: [34, 664, 134, 675]
- ad-med: For Style, Wear and Comfort.: [36, 100, 132, 109]
- resumption-subhead: THE RESUMPTION.: [971, 34, 1041, 41]
- lockout-paragraph: Mr. Payne: It was a fact, too! The Speaker said that he had not heard the expression used or he would at once have called the hon. member to order. Mr. Payne: I withdraw it, notwithstanding that it is true. Mr. Robertson was allowed by the Speaker to explain what he had said. The member for Grey Lynn, he stated, had interjected, and he himself remarked that the member had to hide from the police for two days. Mr. Harris was here permitted to make a statement. He said he came out to New Zealand in a vessel, before the mast. In Napier he deserted from this ship. He had never hidden from the police, and had never been sought by the police.: [762, 655, 902, 752]
- day-by-day-paragraph: Mr. Payne: It was a fact, too! The Speaker said that he had not heard the expression used or he would at once have called the hon. member to order. Mr. Payne: I withdraw it, notwithstanding that it is true. Mr. Robertson was allowed by the Speaker to explain what he had said. The member for Grey Lynn, he stated, had interjected, and he himself remarked that the member had to hide from the police for two days. Mr. Harris was here permitted to make a statement. He said he came out to New Zealand in a vessel, before the mast. In Napier he deserted from this ship. He had never hidden from the police, and had never been sought by the police.: [616, 556, 756, 653]
- classified-ad: [10, 268, 158, 310]
- blackball-subhead: THE HUNTLY VICTIMISED.: [486, 1159, 594, 1167]
- classified-ad: [10, 443, 158, 496]
- pepper-tins: SOLD IN ¼, ½, 1 AND 7lb TINS.: [185, 413, 297, 423]
- page-number: 4: [10, 10, 16, 22]
- article-paragraph: Mr. Payne: It was a fact, too! The Speaker said that he had not heard the expression used or he would at once have called the hon. member to order. Mr. Payne: I withdraw it, notwithstanding that it is true. Mr. Robertson was allowed by the Speaker to explain what he had said. The member for Grey Lynn, he stated, had interjected, and he himself remarked that the member had to hide from the police for two days. Mr. Harris was here permitted to make a statement. He said he came out to New Zealand in a vessel, before the mast. In Napier he deserted from this ship. He had never hidden from the police, and had never been sought by the police.: [324, 1059, 464, 1156]
- pepper-body: Don't buy unknown brands of Pepper. Adulterated pepper cheats your purse and harms your health. "K" Pepper is all pepper, the best pepper, and nothing but pepper. Buy it always.: [174, 359, 308, 404]
- ad-big: BALKIND'S: [54, 576, 114, 587]
- article-paragraph: Mr. Payne: It was a fact, too! The Speaker said that he had not heard the expression used or he would at once have called the hon. member to order. Mr. Payne: I withdraw it, notwithstanding that it is true. Mr. Robertson was allowed by the Speaker to explain what he had said. The member for Grey Lynn, he stated, had interjected, and he himself remarked that the member had to hide from the police for two days. Mr. Harris was here permitted to make a statement. He said he came out to New Zealand in a vessel, before the mast. In Napier he deserted from this ship. He had never hidden from the police, and had never been sought by the police.: [324, 1255, 464, 1352]
- classified-ad: [10, 128, 158, 170]
- ad-med: BOUCHER'S: [61, 191, 107, 200]
- article-paragraph: Mr. Payne: It was a fact, too! The Speaker said that he had not heard the expression used or he would at once have called the hon. member to order. Mr. Payne: I withdraw it, notwithstanding that it is true. Mr. Robertson was allowed by the Speaker to explain what he had said. The member for Grey Lynn, he stated, had interjected, and he himself remarked that the member had to hide from the police for two days. Mr. Harris was here permitted to make a statement. He said he came out to New Zealand in a vessel, before the mast. In Napier he deserted from this ship. He had never hidden from the police, and had never been sought by the police.: [324, 666, 464, 762]
- holland-headline: Holland at Reefton.: [485, 865, 595, 881]
- day-by-day-paragraph: Mr. Payne: It was a fact, too! The Speaker said that he had not heard the expression used or he would at once have called the hon. member to order. Mr. Payne: I withdraw it, notwithstanding that it is true. Mr. Robertson was allowed by the Speaker to explain what he had said. The member for Grey Lynn, he stated, had interjected, and he himself remarked that the member had to hide from the police for two days. Mr. Harris was here permitted to make a statement. He said he came out to New Zealand in a vessel, before the mast. In Napier he deserted from this ship. He had never hidden from the police, and had never been sought by the police.: [616, 261, 756, 358]
- lloyds-line1: Karori Tramway Watch.: [172, 68, 310, 83]
- lockout-paragraph: Mr. Payne: It was a fact, too! The Speaker said that he had not heard the expression used or he would at once have called the hon. member to order. Mr. Payne: I withdraw it, notwithstanding that it is true. Mr. Robertson was allowed by the Speaker to explain what he had said. The member for Grey Lynn, he stated, had interjected, and he himself remarked that the member had to hide from the police for two days. Mr. Harris was here permitted to make a statement. He said he came out to New Zealand in a vessel, before the mast. In Napier he deserted from this ship. He had never hidden from the police, and had never been sought by the police.: [762, 459, 902, 556]
- holland-subhead: CONFIDENCE IN FEDERATION.: [478, 884, 602, 892]
- harris-headline: M.P. Harris' Own Record !: [924, 380, 1087, 396]
- ad-sm: A.J.S., ROVER, AND RUDGE FREE ENGINE MOTORS.: [14, 184, 154, 190]
- column-5: [616, 132, 756, 1931]
- article-paragraph: Mr. Payne: It was a fact, too! The Speaker said that he had not heard the expression used or he would at once have called the hon. member to order. Mr. Payne: I withdraw it, notwithstanding that it is true. Mr. Robertson was allowed by the Speaker to explain what he had said. The member for Grey Lynn, he stated, had interjected, and he himself remarked that the member had to hide from the police for two days. Mr. Harris was here permitted to make a statement. He said he came out to New Zealand in a vessel, before the mast. In Napier he deserted from this ship. He had never hidden from the police, and had never been sought by the police.: [470, 280, 610, 377]
- holland-paragraph: Mr. Payne: It was a fact, too! The Speaker said that he had not heard the expression used or he would at once have called the hon. member to order. Mr. Payne: I withdraw it, notwithstanding that it is true. Mr. Robertson was allowed by the Speaker to explain what he had said. The member for Grey Lynn, he stated, had interjected, and he himself remarked that the member had to hide from the police for two days. Mr. Harris was here permitted to make a statement. He said he came out to New Zealand in a vessel, before the mast. In Napier he deserted from this ship. He had never hidden from the police, and had never been sought by the police.: [470, 1033, 610, 1130]
- pepper-is: IS: [236, 291, 246, 303]
- ad-big: CHAVANNE'S HOTEL,: [27, 33, 141, 44]
- ad-body: CYCLE & MOTOR AGENCY, 74 Lambton Quay, WELLINGTON. Branch at Adelaide Road.: [25, 200, 143, 213]
- day-by-day-paragraph: Mr. Payne: It was a fact, too! The Speaker said that he had not heard the expression used or he would at once have called the hon. member to order. Mr. Payne: I withdraw it, notwithstanding that it is true. Mr. Robertson was allowed by the Speaker to explain what he had said. The member for Grey Lynn, he stated, had interjected, and he himself remarked that the member had to hide from the police for two days. Mr. Harris was here permitted to make a statement. He said he came out to New Zealand in a vessel, before the mast. In Napier he deserted from this ship. He had never hidden from the police, and had never been sought by the police.: [616, 1834, 756, 1931]
- directors-subhead: THE DIRECTORS.: [800, 854, 864, 862]
- ad-big: POSCHICH & GROOM,: [25, 131, 143, 142]
- article-paragraph: Mr. Payne: It was a fact, too! The Speaker said that he had not heard the expression used or he would at once have called the hon. member to order. Mr. Payne: I withdraw it, notwithstanding that it is true. Mr. Robertson was allowed by the Speaker to explain what he had said. The member for Grey Lynn, he stated, had interjected, and he himself remarked that the member had to hide from the police for two days. Mr. Harris was here permitted to make a statement. He said he came out to New Zealand in a vessel, before the mast. In Napier he deserted from this ship. He had never hidden from the police, and had never been sought by the police.: [324, 1845, 464, 1942]
- lloyds-line2: PERFECT TIMEKEEPER.: [182, 85, 300, 95]
- ad-big: "BOUCHER" CYCLES.: [26, 173, 142, 184]
- day-by-day-paragraph: Mr. Payne: It was a fact, too! The Speaker said that he had not heard the expression used or he would at once have called the hon. member to order. Mr. Payne: I withdraw it, notwithstanding that it is true. Mr. Robertson was allowed by the Speaker to explain what he had said. The member for Grey Lynn, he stated, had interjected, and he himself remarked that the member had to hide from the police for two days. Mr. Harris was here permitted to make a statement. He said he came out to New Zealand in a vessel, before the mast. In Napier he deserted from this ship. He had never hidden from the police, and had never been sought by the police.: [616, 949, 756, 1046]
- column-4: [470, 30, 610, 1566]
- lockout-paragraph: Mr. Payne: It was a fact, too! The Speaker said that he had not heard the expression used or he would at once have called the hon. member to order. Mr. Payne: I withdraw it, notwithstanding that it is true. Mr. Robertson was allowed by the Speaker to explain what he had said. The member for Grey Lynn, he stated, had interjected, and he himself remarked that the member had to hide from the police for two days. Mr. Harris was here permitted to make a statement. He said he came out to New Zealand in a vessel, before the mast. In Napier he deserted from this ship. He had never hidden from the police, and had never been sought by the police.: [762, 754, 902, 850]
- article-paragraph: Mr. Payne: It was a fact, too! The Speaker said that he had not heard the expression used or he would at once have called the hon. member to order. Mr. Payne: I withdraw it, notwithstanding that it is true. Mr. Robertson was allowed by the Speaker to explain what he had said. The member for Grey Lynn, he stated, had interjected, and he himself remarked that the member had to hide from the police for two days. Mr. Harris was here permitted to make a statement. He said he came out to New Zealand in a vessel, before the mast. In Napier he deserted from this ship. He had never hidden from the police, and had never been sought by the police.: [324, 469, 464, 566]
- harris-headline-box: [908, 373, 1104, 443]
- personal-paragraph: Mr. Payne: It was a fact, too! The Speaker said that he had not heard the expression used or he would at once have called the hon. member to order. Mr. Payne: I withdraw it, notwithstanding that it is true. Mr. Robertson was allowed by the Speaker to explain what he had said. The member for Grey Lynn, he stated, had interjected, and he himself remarked that the member had to hide from the police for two days. Mr. Harris was here permitted to make a statement. He said he came out to New Zealand in a vessel, before the mast. In Napier he deserted from this ship. He had never hidden from the police, and had never been sought by the police.: [908, 696, 1104, 763]
- editorial-paragraph: The terribly urgent chief lesson of recent developments is the helplessness of effective, efficient and successful unionism in New Zealand with the working-class so narrowly divided, spiritless, uninformed and unready.: [164, 812, 318, 842]
- terms-subhead: TERMS IMPOSED.: [801, 865, 863, 873]
- editorial-paragraph: Mr. Payne: It was a fact, too! The Speaker said that he had not heard the expression used or he would at once have called the hon. member to order. Mr. Payne: I withdraw it, notwithstanding that it is true. Mr. Robertson was allowed by the Speaker to explain what he had said. The member for Grey Lynn, he stated, had interjected, and he himself remarked that the member had to hide from the police for two days. Mr. Harris was here permitted to make a statement. He said he came out to New Zealand in a vessel, before the mast. In Napier he deserted from this ship. He had never hidden from the police, and had never been sought by the police.: [164, 843, 318, 925]
- blackball-headline-box: [470, 1133, 610, 1183]
- day-by-day-paragraph: Mr. Payne: It was a fact, too! The Speaker said that he had not heard the expression used or he would at once have called the hon. member to order. Mr. Payne: I withdraw it, notwithstanding that it is true. Mr. Robertson was allowed by the Speaker to explain what he had said. The member for Grey Lynn, he stated, had interjected, and he himself remarked that the member had to hide from the police for two days. Mr. Harris was here permitted to make a statement. He said he came out to New Zealand in a vessel, before the mast. In Napier he deserted from this ship. He had never hidden from the police, and had never been sought by the police.: [616, 1048, 756, 1145]
- ad-big: ALBION HOTEL,: [40, 534, 128, 545]
- article-paragraph: Mr. Payne: It was a fact, too! The Speaker said that he had not heard the expression used or he would at once have called the hon. member to order. Mr. Payne: I withdraw it, notwithstanding that it is true. Mr. Robertson was allowed by the Speaker to explain what he had said. The member for Grey Lynn, he stated, had interjected, and he himself remarked that the member had to hide from the police for two days. Mr. Harris was here permitted to make a statement. He said he came out to New Zealand in a vessel, before the mast. In Napier he deserted from this ship. He had never hidden from the police, and had never been sought by the police.: [324, 371, 464, 468]
- ad-sm: (N.Z.): [76, 468, 92, 474]
- parliament-paragraph: The great value of keeping something going and doing—of anything rather than apathy and inertia—is strikingly illustrated by the debate in Parliament arising out of the petition of Timaru citizens against the union prisoners.: [470, 522, 610, 560]
- pepper-spec: Specialists in Pure Food Products.: [193, 455, 289, 464]
- blackball-paragraph: Mr. Payne: It was a fact, too! The Speaker said that he had not heard the expression used or he would at once have called the hon. member to order. Mr. Payne: I withdraw it, notwithstanding that it is true. Mr. Robertson was allowed by the Speaker to explain what he had said. The member for Grey Lynn, he stated, had interjected, and he himself remarked that the member had to hide from the police for two days. Mr. Harris was here permitted to make a statement. He said he came out to New Zealand in a vessel, before the mast. In Napier he deserted from this ship. He had never hidden from the police, and had never been sought by the police.: [470, 1324, 610, 1421]
